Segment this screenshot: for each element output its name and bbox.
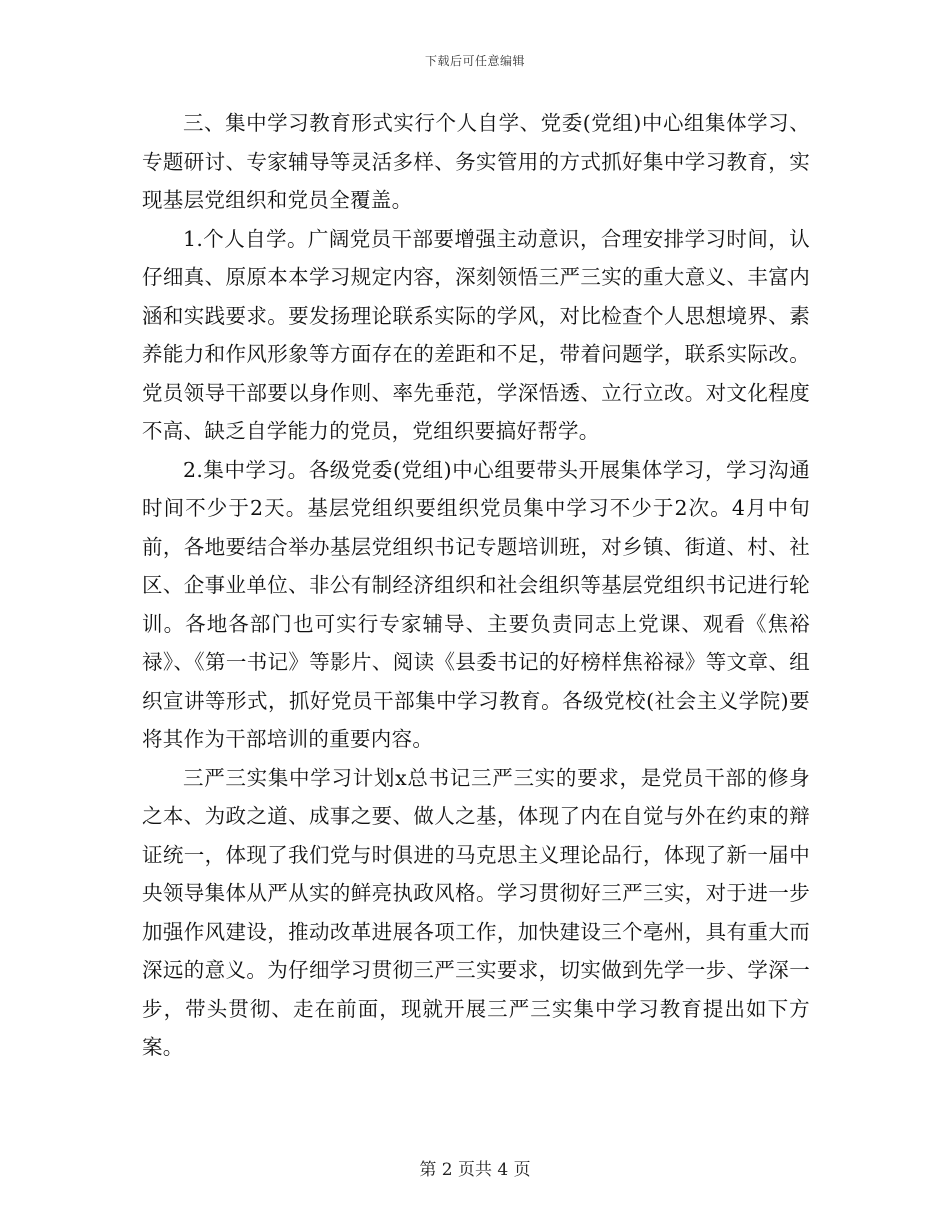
paragraph-group-study: 2.集中学习。各级党委(党组)中心组要带头开展集体学习，学习沟通时间不少于2天。基层党组织要组织党员集中学习不少于2次。4月中旬前，各地要结合举办基层党组织书记专题培训班，对乡镇、街道、村、社区、企事业单位、非公有制经济组织和社会组织等基层党组织书记进行轮训。各地各部门也可实行专家辅导、主要负责同志上党课、观看《焦裕禄》、《第一书记》等影片、阅读《县委书记的好榜样焦裕禄》等文章、组织宣讲等形式，抓好党员干部集中学习教育。各级党校(社会主义学院)要将其作为干部培训的重要内容。 bbox=[142, 457, 810, 751]
page-number: 第 2 页共 4 页 bbox=[419, 1160, 531, 1180]
header-note: 下载后可任意编辑 bbox=[424, 54, 525, 68]
paragraph-self-study: 1.个人自学。广阔党员干部要增强主动意识，合理安排学习时间，认仔细真、原原本本学习规定内容，深刻领悟三严三实的重大意义、丰富内涵和实践要求。要发扬理论联系实际的学风，对比检查个人思想境界、素养能力和作风形象等方面存在的差距和不足，带着问题学，联系实际改。党员领导干部要以身作则、率先垂范，学深悟透、立行立改。对文化程度不高、缺乏自学能力的党员，党组织要搞好帮学。 bbox=[142, 226, 810, 443]
paragraph-section-three: 三、集中学习教育形式实行个人自学、党委(党组)中心组集体学习、专题研讨、专家辅导等灵活多样、务实管用的方式抓好集中学习教育，实现基层党组织和党员全覆盖。 bbox=[142, 111, 810, 212]
document-body bbox=[142, 104, 810, 1067]
paragraph-plan-intro: 三严三实集中学习计划x总书记三严三实的要求，是党员干部的修身之本、为政之道、成事之要、做人之基，体现了内在自觉与外在约束的辩证统一，体现了我们党与时俱进的马克思主义理论品行，体现了新一届中央领导集体从严从实的鲜亮执政风格。学习贯彻好三严三实，对于进一步加强作风建设，推动改革进展各项工作，加快建设三个亳州，具有重大而深远的意义。为仔细学习贯彻三严三实要求，切实做到先学一步、学深一步，带头贯彻、走在前面，现就开展三严三实集中学习教育提出如下方案。 bbox=[142, 765, 810, 1059]
